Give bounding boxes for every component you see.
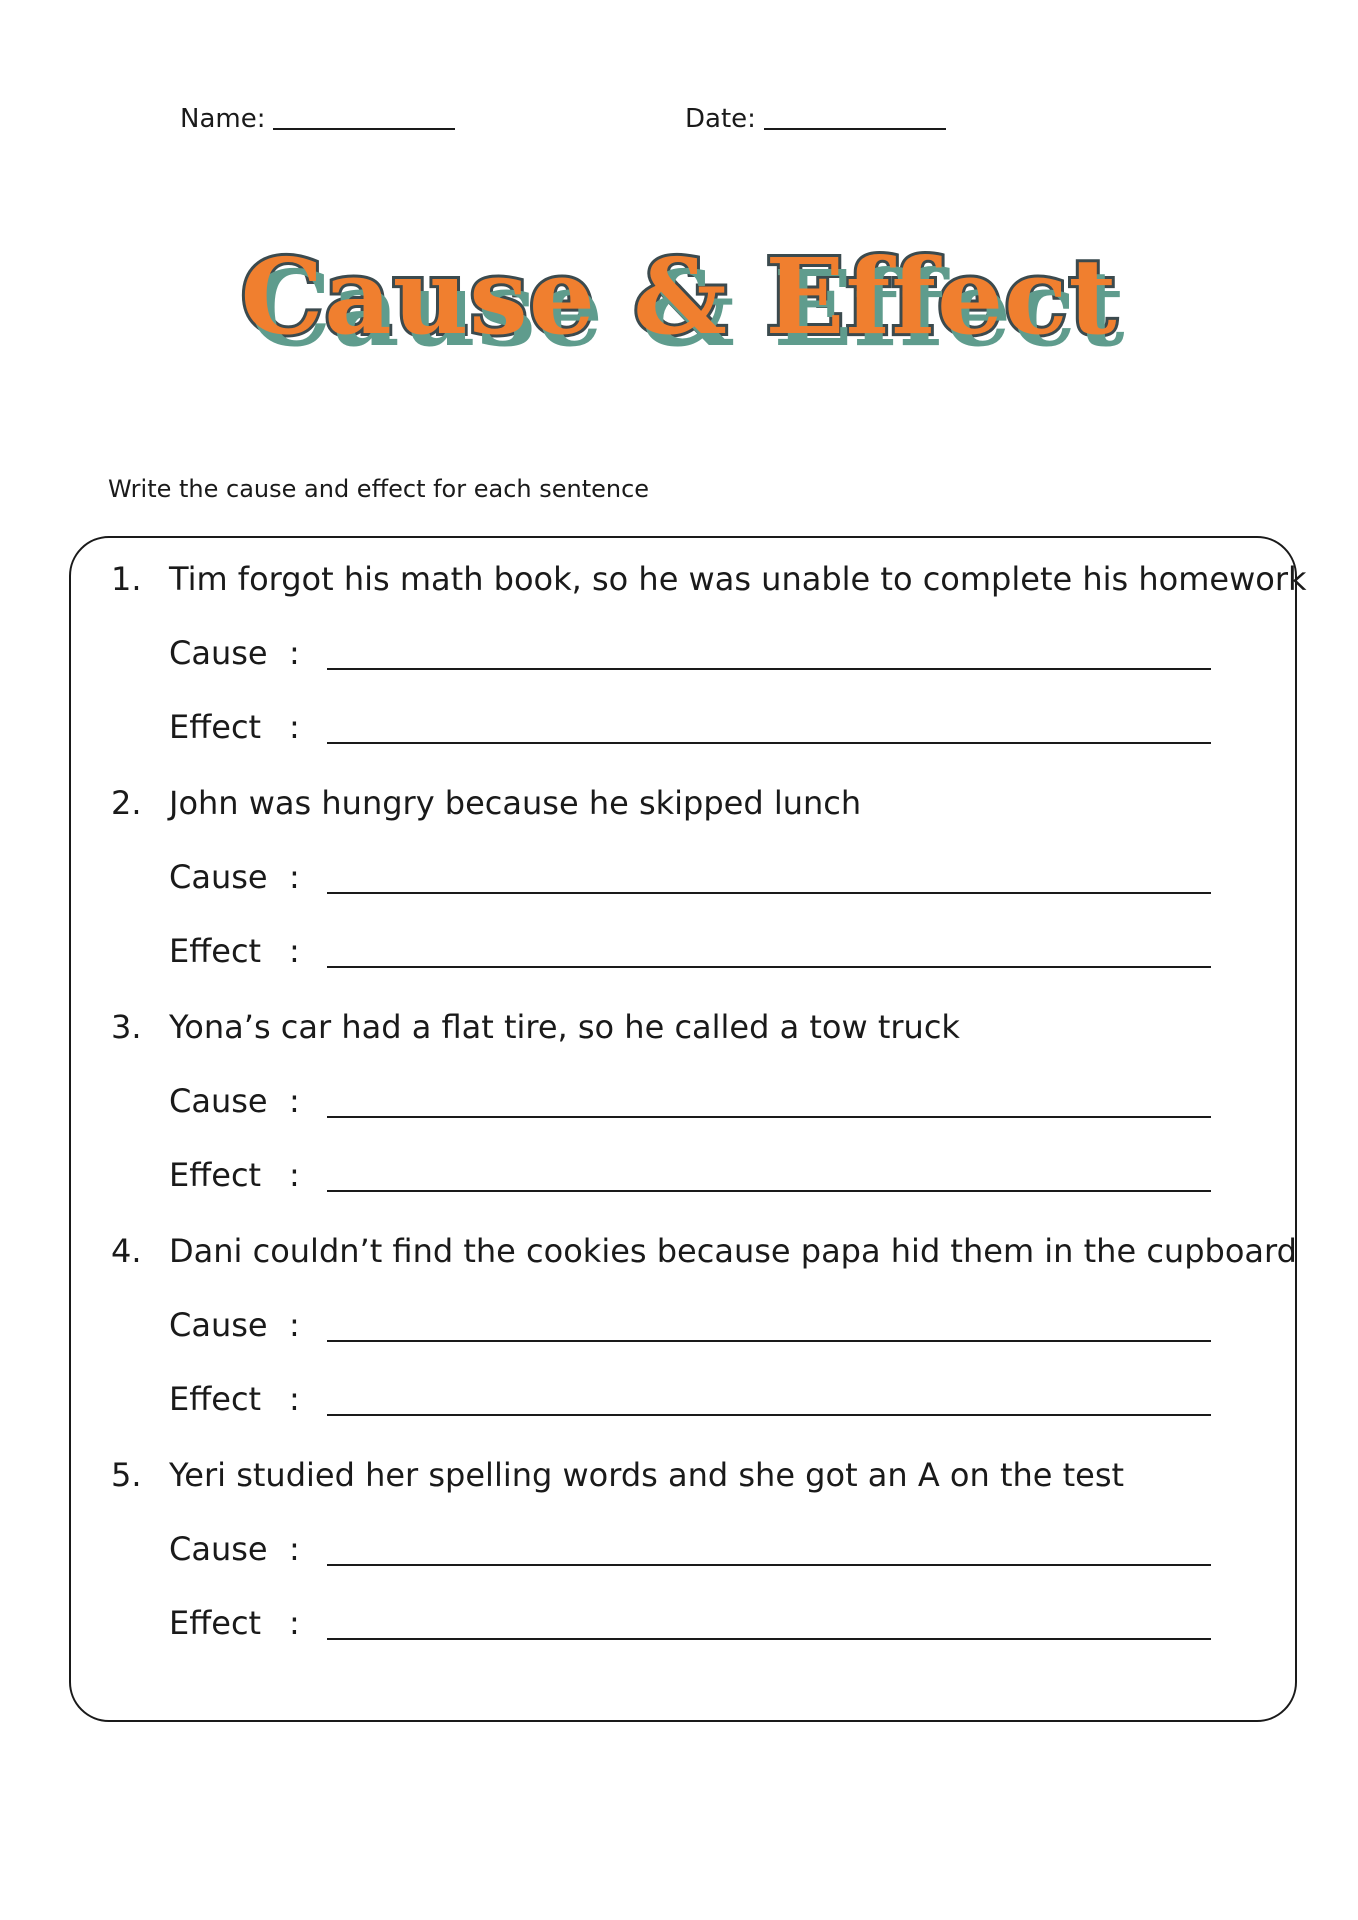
effect-answer-line[interactable] — [327, 1638, 1211, 1640]
effect-row — [169, 708, 1211, 746]
cause-colon: : — [289, 1082, 300, 1120]
effect-row — [169, 1380, 1211, 1418]
cause-row — [169, 858, 1211, 896]
question-item — [71, 1456, 1295, 1676]
cause-label: Cause — [169, 1530, 268, 1568]
cause-colon: : — [289, 858, 300, 896]
cause-row — [169, 634, 1211, 672]
cause-colon: : — [289, 1306, 300, 1344]
question-text: John was hungry because he skipped lunch — [169, 784, 862, 822]
name-field — [180, 104, 455, 134]
effect-colon: : — [289, 932, 300, 970]
question-number: 1. — [111, 560, 142, 598]
cause-row — [169, 1530, 1211, 1568]
effect-colon: : — [289, 1156, 300, 1194]
question-item — [71, 784, 1295, 1004]
question-line — [111, 1008, 960, 1046]
name-label: Name: — [180, 104, 266, 134]
question-text: Tim forgot his math book, so he was unable to complete his homework — [169, 560, 1307, 598]
cause-label: Cause — [169, 1306, 268, 1344]
question-item — [71, 560, 1307, 780]
questions-box — [69, 536, 1307, 1722]
effect-answer-line[interactable] — [327, 1190, 1211, 1192]
effect-label: Effect — [169, 708, 262, 746]
date-blank-line[interactable] — [764, 128, 946, 130]
effect-row — [169, 1604, 1211, 1642]
effect-colon: : — [289, 708, 300, 746]
question-number: 3. — [111, 1008, 142, 1046]
date-field — [685, 104, 946, 134]
effect-answer-line[interactable] — [327, 1414, 1211, 1416]
effect-label: Effect — [169, 1380, 262, 1418]
question-text: Yeri studied her spelling words and she got an A on the test — [169, 1456, 1125, 1494]
question-item — [71, 1008, 1295, 1228]
cause-label: Cause — [169, 634, 268, 672]
effect-colon: : — [289, 1604, 300, 1642]
effect-row — [169, 1156, 1211, 1194]
effect-answer-line[interactable] — [327, 742, 1211, 744]
title-wrap — [0, 235, 1358, 358]
question-line — [111, 1456, 1124, 1494]
question-number: 2. — [111, 784, 142, 822]
question-line — [111, 1232, 1297, 1270]
cause-row — [169, 1306, 1211, 1344]
cause-label: Cause — [169, 858, 268, 896]
cause-answer-line[interactable] — [327, 1116, 1211, 1118]
cause-label: Cause — [169, 1082, 268, 1120]
name-blank-line[interactable] — [273, 128, 455, 130]
cause-colon: : — [289, 634, 300, 672]
cause-row — [169, 1082, 1211, 1120]
date-label: Date: — [685, 104, 756, 134]
question-text: Dani couldn’t find the cookies because papa hid them in the cupboard — [169, 1232, 1297, 1270]
cause-answer-line[interactable] — [327, 1564, 1211, 1566]
question-number: 5. — [111, 1456, 142, 1494]
cause-answer-line[interactable] — [327, 668, 1211, 670]
question-line — [111, 784, 861, 822]
question-item — [71, 1232, 1295, 1452]
cause-colon: : — [289, 1530, 300, 1568]
page-title: Cause & Effect — [240, 235, 1118, 358]
question-text: Yona’s car had a flat tire, so he called a tow truck — [169, 1008, 960, 1046]
question-line — [111, 560, 1307, 598]
cause-answer-line[interactable] — [327, 892, 1211, 894]
instruction-text: Write the cause and effect for each sentence — [108, 475, 650, 503]
question-number: 4. — [111, 1232, 142, 1270]
effect-answer-line[interactable] — [327, 966, 1211, 968]
effect-row — [169, 932, 1211, 970]
effect-colon: : — [289, 1380, 300, 1418]
cause-answer-line[interactable] — [327, 1340, 1211, 1342]
effect-label: Effect — [169, 1604, 262, 1642]
effect-label: Effect — [169, 1156, 262, 1194]
effect-label: Effect — [169, 932, 262, 970]
